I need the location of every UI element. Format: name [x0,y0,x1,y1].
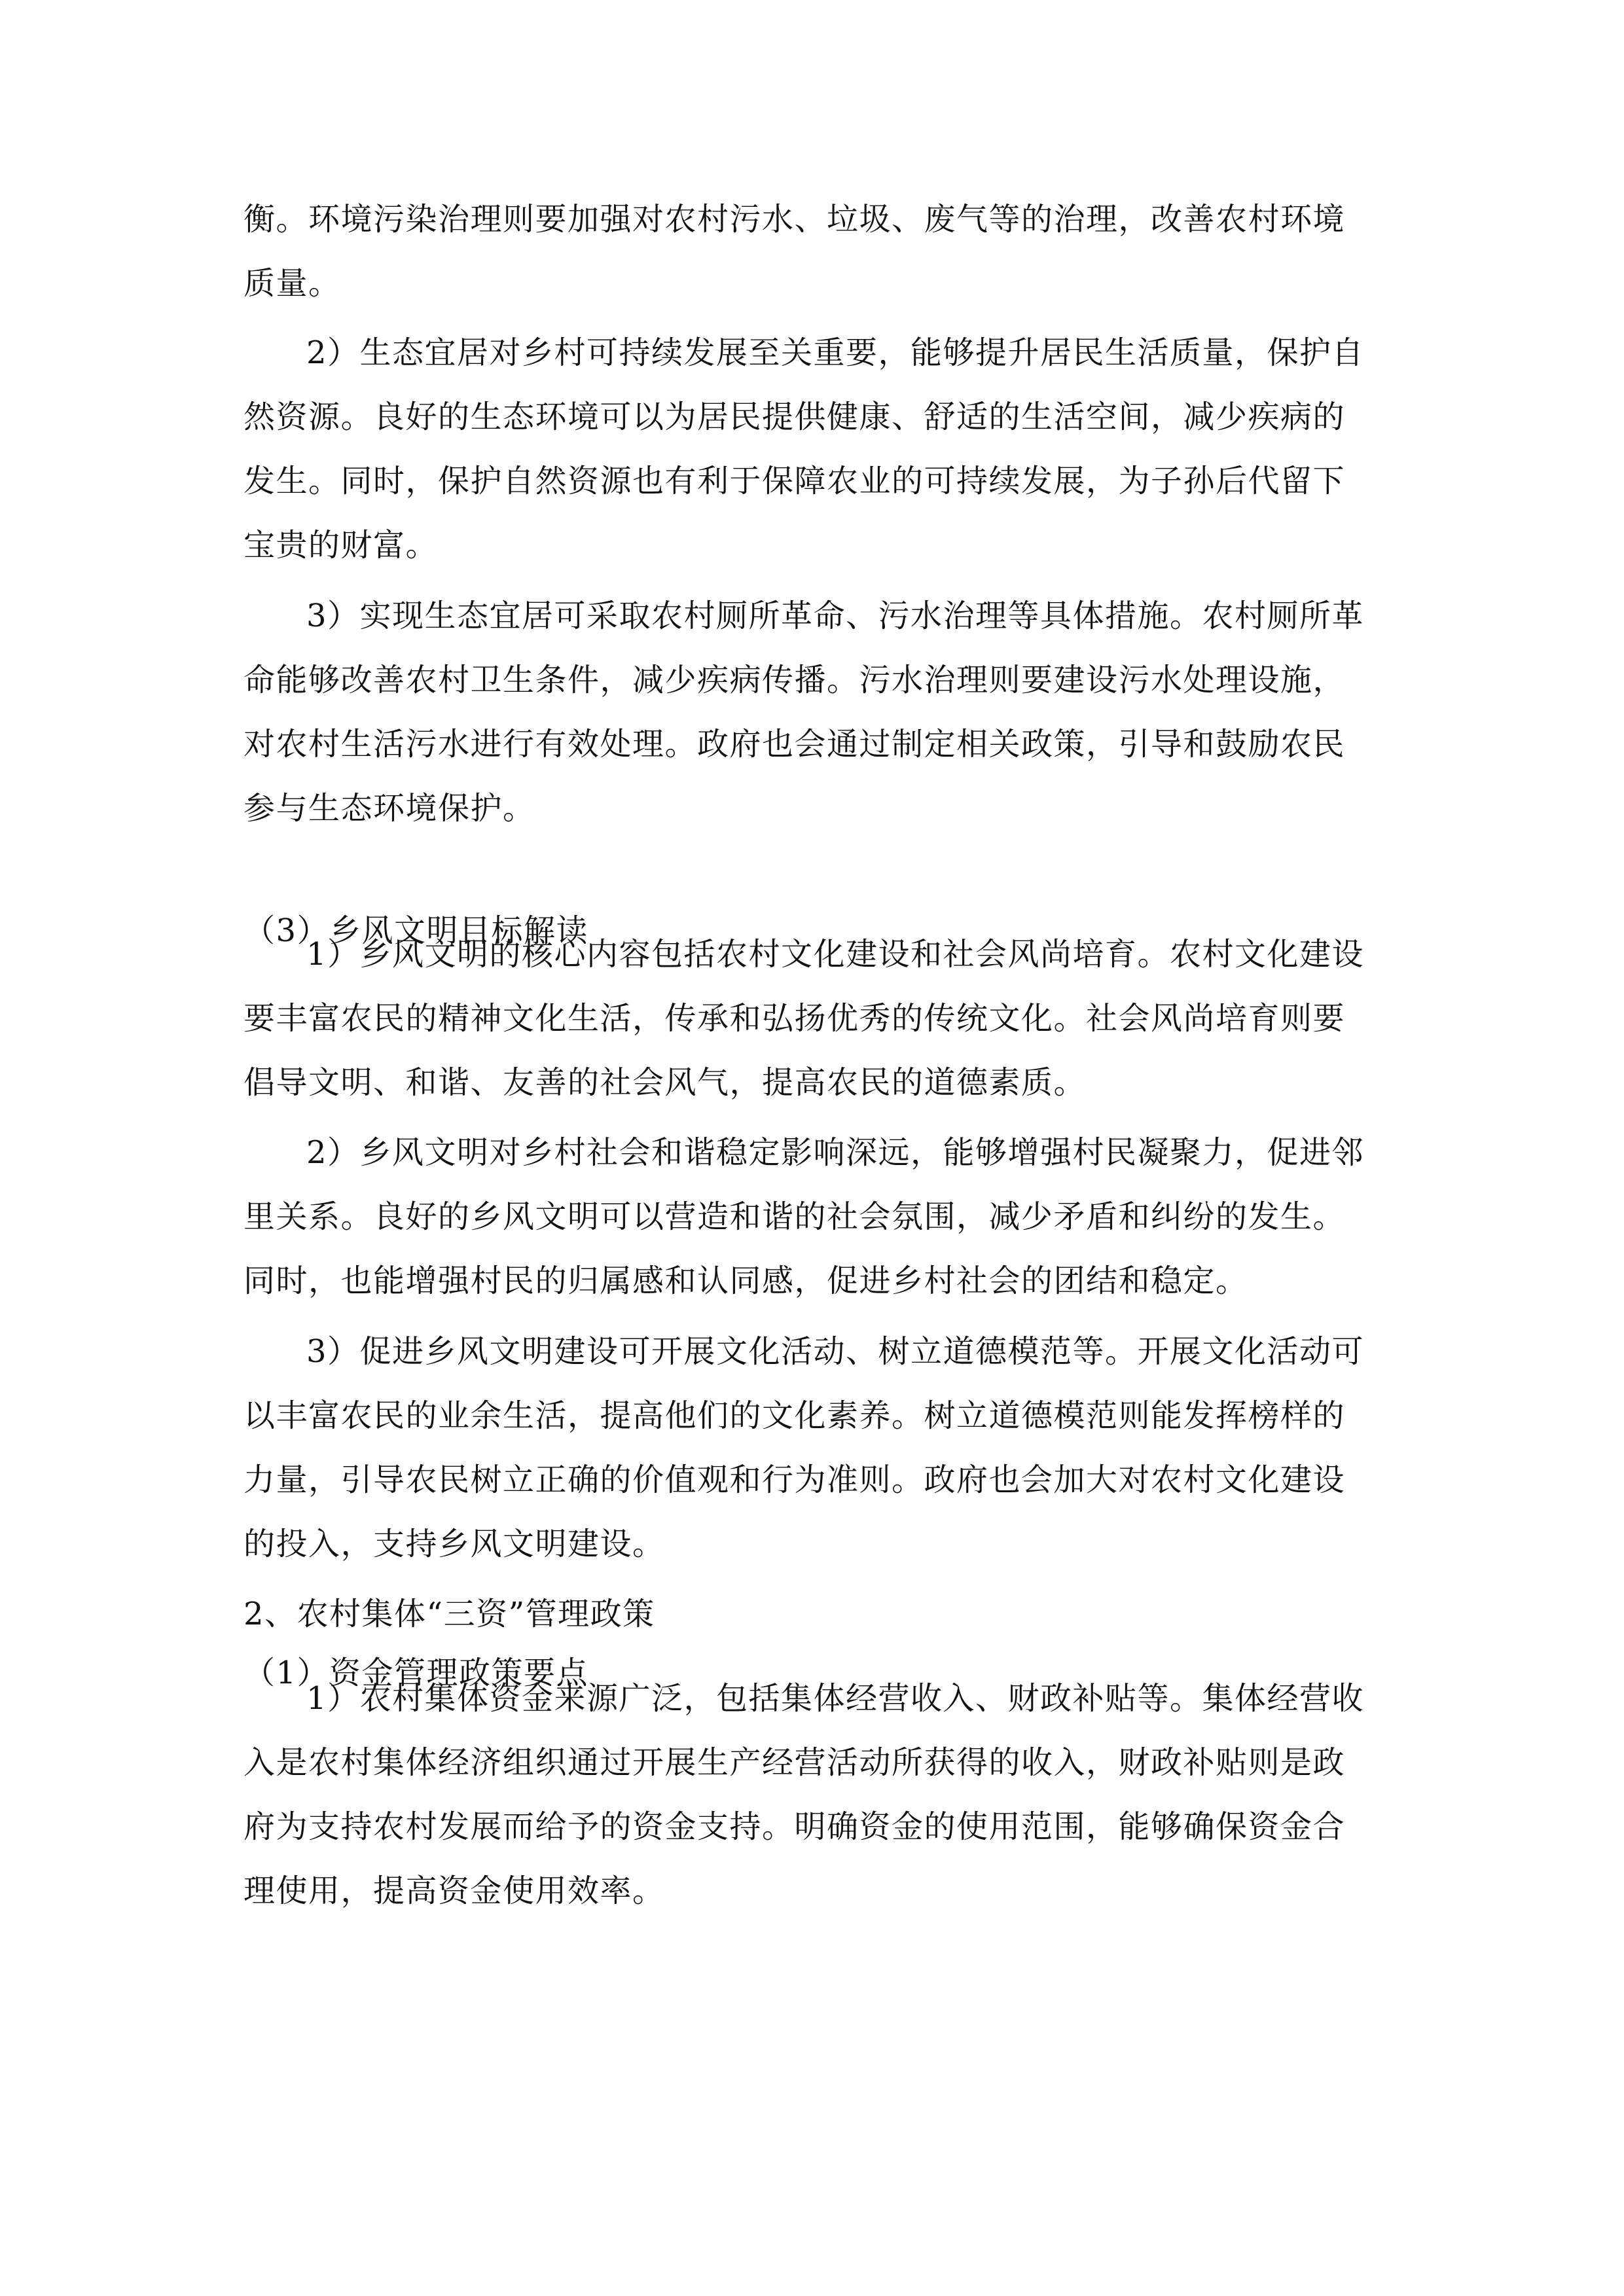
text-line: 1）农村集体资金来源广泛，包括集体经营收入、财政补贴等。集体经营收 [306,1680,1365,1717]
text-line: 同时，也能增强村民的归属感和认同感，促进乡村社会的团结和稳定。 [244,1263,1248,1299]
text-line: 府为支持农村发展而给予的资金支持。明确资金的使用范围，能够确保资金合 [244,1808,1346,1845]
text-line: 衡。环境污染治理则要加强对农村污水、垃圾、废气等的治理，改善农村环境 [244,201,1346,238]
text-line: 3）实现生态宜居可采取农村厕所革命、污水治理等具体措施。农村厕所革 [306,598,1365,634]
subsection-heading-funds: （1）资金管理政策要点 [244,1655,589,1691]
text-line: 发生。同时，保护自然资源也有利于保障农业的可持续发展，为子孙后代留下 [244,463,1346,499]
text-line: 理使用，提高资金使用效率。 [244,1873,665,1909]
text-line: 要丰富农民的精神文化生活，传承和弘扬优秀的传统文化。社会风尚培育则要 [244,1000,1346,1037]
text-line: 命能够改善农村卫生条件，减少疾病传播。污水治理则要建设污水处理设施， [244,662,1346,698]
section-heading-three-assets: 2、农村集体“三资”管理政策 [244,1596,655,1632]
text-line: 对农村生活污水进行有效处理。政府也会通过制定相关政策，引导和鼓励农民 [244,726,1346,762]
paragraph-civility-measures [244,1319,1382,1576]
text-line: 以丰富农民的业余生活，提高他们的文化素养。树立道德模范则能发挥榜样的 [244,1397,1346,1434]
paragraph-eco-importance [244,321,1382,577]
text-line: 3）促进乡风文明建设可开展文化活动、树立道德模范等。开展文化活动可 [306,1333,1365,1370]
paragraph-civility-impact [244,1121,1382,1313]
paragraph-funds-sources [244,1666,1382,1923]
text-line: 入是农村集体经济组织通过开展生产经营活动所获得的收入，财政补贴则是政 [244,1744,1346,1781]
text-line: 的投入，支持乡风文明建设。 [244,1526,665,1562]
paragraph-continuation [244,187,1382,315]
text-line: 1）乡风文明的核心内容包括农村文化建设和社会风尚培育。农村文化建设 [306,936,1365,973]
text-line: 力量，引导农民树立正确的价值观和行为准则。政府也会加大对农村文化建设 [244,1462,1346,1498]
text-line: 2）乡风文明对乡村社会和谐稳定影响深远，能够增强村民凝聚力，促进邻 [306,1134,1365,1171]
section-heading-civility: （3）乡风文明目标解读 [244,912,589,949]
text-line: 倡导文明、和谐、友善的社会风气，提高农民的道德素质。 [244,1064,1087,1101]
paragraph-civility-core [244,922,1382,1115]
text-line: 宝贵的财富。 [244,527,439,564]
paragraph-eco-measures [244,584,1382,840]
text-line: 然资源。良好的生态环境可以为居民提供健康、舒适的生活空间，减少疾病的 [244,399,1346,435]
text-line: 里关系。良好的乡风文明可以营造和谐的社会氛围，减少矛盾和纠纷的发生。 [244,1198,1346,1235]
text-line: 参与生态环境保护。 [244,790,535,827]
text-line: 质量。 [244,265,341,302]
text-line: 2）生态宜居对乡村可持续发展至关重要，能够提升居民生活质量，保护自 [306,334,1365,371]
